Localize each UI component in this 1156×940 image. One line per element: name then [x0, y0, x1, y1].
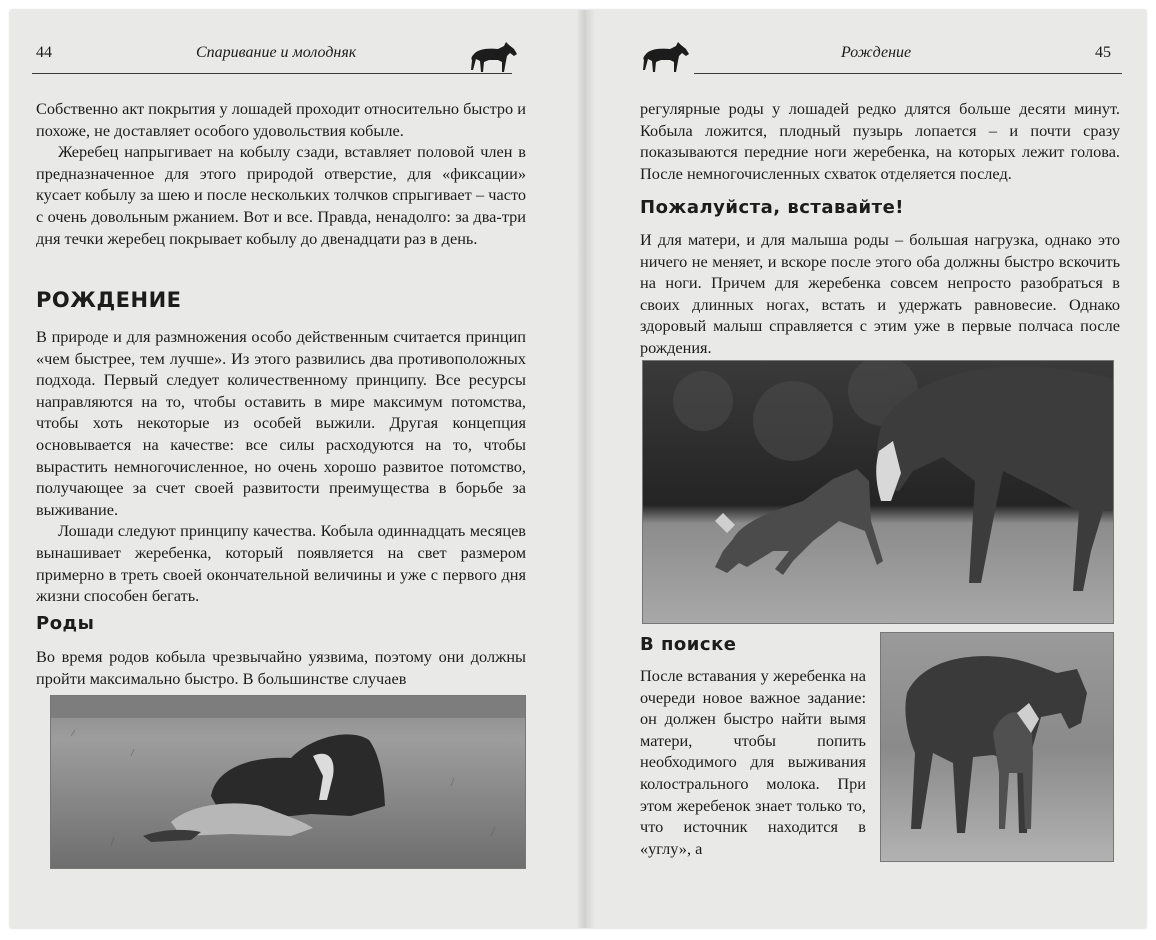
horse-icon: [640, 40, 690, 74]
paragraph: И для матери, и для малыша роды – большая нагрузка, однако это ничего не меняет, и вскоре после этого оба должны быстро вскочить на ноги. Причем для жеребенка совсем непросто разобраться в своих длинных ногах, встать и удержать равновесие. Однако здоровый малыш справляется с этим уже в первые полчаса после рождения.: [640, 230, 1120, 357]
section-heading: РОЖДЕНИЕ: [36, 288, 182, 312]
right-page: [594, 10, 1146, 928]
running-title: Рождение: [841, 44, 912, 61]
subsection-text: [36, 646, 526, 689]
section-text: [36, 326, 526, 607]
subheading: В поиске: [640, 634, 737, 655]
photo-mare-and-foal: [880, 632, 1114, 862]
continuation-text: [640, 98, 1120, 184]
paragraph: После вставания у жеребенка на очереди новое важное задание: он должен быстро найти вымя матери, чтобы попить необходимого для выживания колострального молока. При этом жеребенок знает только то, что источник находится в «углу», а: [640, 666, 866, 858]
intro-text: [36, 98, 526, 249]
book-spread: [10, 10, 1146, 928]
horse-icon: [468, 40, 518, 74]
header-rule: [694, 73, 1122, 74]
photo-mare-lying-foaling: [50, 695, 526, 869]
page-number: 45: [1095, 44, 1111, 61]
right-page-header: [594, 40, 1146, 70]
page-number: 44: [36, 44, 52, 61]
subheading: Роды: [36, 613, 95, 634]
left-page-header: [10, 40, 578, 70]
subsection-text: [640, 229, 1120, 359]
subheading: Пожалуйста, вставайте!: [640, 197, 905, 218]
paragraph: регулярные роды у лошадей редко длятся больше десяти минут. Кобыла ложится, плодный пузырь лопается – и почти сразу показываются передние ноги жеребенка, на которых лежит голова. После немногочисленных схваток отделяется послед.: [640, 99, 1120, 183]
header-rule: [32, 73, 512, 74]
running-title: Спаривание и молодняк: [196, 44, 357, 61]
paragraph: Во время родов кобыла чрезвычайно уязвима, поэтому они должны пройти максимально быстро. В большинстве случаев: [36, 647, 526, 688]
book-gutter: [578, 10, 594, 928]
paragraph: Лошади следуют принципу качества. Кобыла одиннадцать месяцев вынашивает жеребенка, который появляется на свет размером примерно в треть своей окончательной величины и уже с первого дня жизни способен бегать.: [36, 521, 526, 606]
paragraph: Собственно акт покрытия у лошадей проходит относительно быстро и похоже, не доставляет особого удовольствия кобыле.: [36, 99, 526, 140]
left-page: [10, 10, 578, 928]
paragraph: Жеребец напрыгивает на кобылу сзади, вставляет половой член в предназначенное для этого природой отверстие, для «фиксации» кусает кобылу за шею и после нескольких толчков спрыгивает – часто с очень довольным ржанием. Вот и все. Правда, ненадолго: за два-три дня течки жеребец покрывает кобылу до двенадцати раз в день.: [36, 142, 526, 248]
paragraph: В природе и для размножения особо действенным считается принцип «чем быстрее, тем лучше». Из этого развились два противоположных подхода. Первый следует количественному принципу. Все ресурсы направляются на то, чтобы оставить в мире максимум потомства, чтобы хоть некоторые из особей выжили. Другая концепция основывается на качестве: все силы расходуются на то, чтобы вырастить немногочисленное, но очень хорошо развитое потомство, получающее за счет своей развитости преимущества в борьбе за выживание.: [36, 327, 526, 519]
subsection-text: [640, 665, 866, 859]
photo-foal-standing-up: [642, 360, 1114, 624]
